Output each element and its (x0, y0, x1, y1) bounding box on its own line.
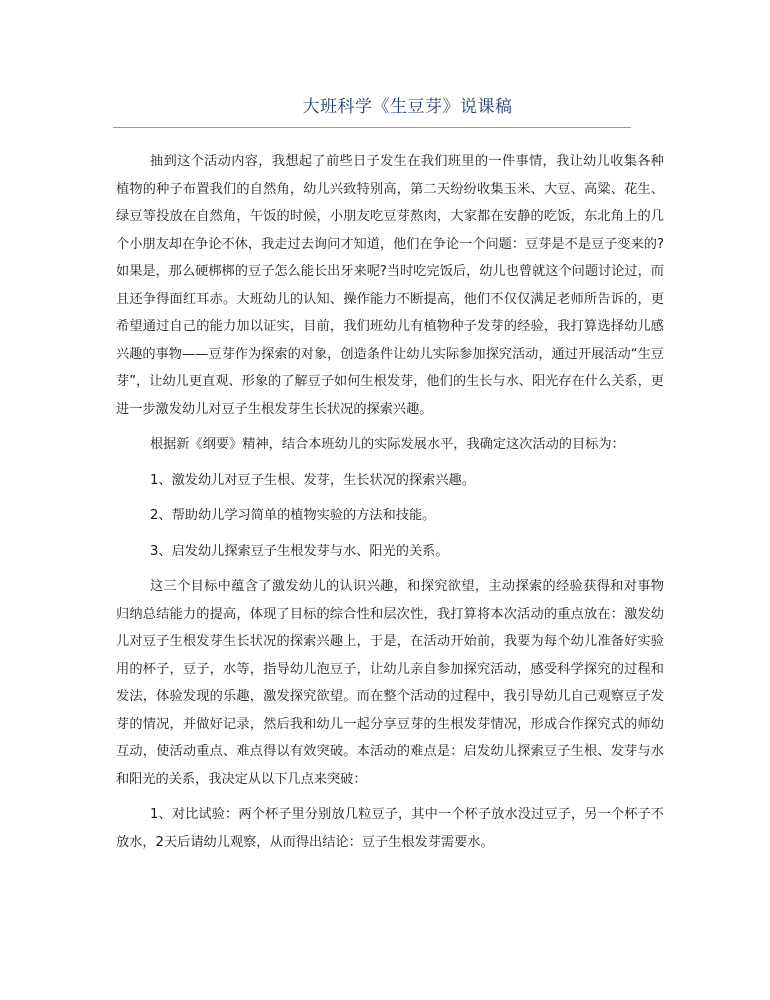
goal-item-3: 3、启发幼儿探索豆子生根发芽与水、阳光的关系。 (150, 543, 449, 559)
document-body (116, 148, 664, 856)
paragraph-focus: 这三个目标中蕴含了激发幼儿的认识兴趣，和探究欲望，主动探索的经验获得和对事物归纳总结能力的提高，体现了目标的综合性和层次性，我打算将本次活动的重点放在：激发幼儿对豆子生根发芽生长状况的探索兴趣上，于是，在活动开始前，我要为每个幼儿准备好实验用的杯子，豆子，水等，指导幼儿泡豆子，让幼儿亲自参加探究活动，感受科学探究的过程和发法，体验发现的乐趣，激发探究欲望。而在整个活动的过程中，我引导幼儿自己观察豆子发芽的情况，并做好记录，然后我和幼儿一起分享豆芽的生根发芽情况，形成合作探究式的师幼互动，使活动重点、难点得以有效突破。本活动的难点是：启发幼儿探索豆子生根、发芽与水和阳光的关系，我决定从以下几点来突破： (116, 579, 664, 787)
title-divider (113, 127, 631, 128)
method-item-1: 1、对比试验：两个杯子里分别放几粒豆子，其中一个杯子放水没过豆子，另一个杯子不放水，2天后请幼儿观察，从而得出结论：豆子生根发芽需要水。 (116, 807, 664, 850)
paragraph-goals-intro: 根据新《纲要》精神，结合本班幼儿的实际发展水平，我确定这次活动的目标为： (150, 437, 625, 452)
goal-item-1: 1、激发幼儿对豆子生根、发芽，生长状况的探索兴趣。 (150, 472, 475, 488)
document-title: 大班科学《生豆芽》说课稿 (302, 97, 513, 117)
paragraph-intro: 抽到这个活动内容，我想起了前些日子发生在我们班里的一件事情，我让幼儿收集各种植物的种子布置我们的自然角，幼儿兴致特别高，第二天纷纷收集玉米、大豆、高粱、花生、绿豆等投放在自然角，午饭的时候，小朋友吃豆芽熬肉，大家都在安静的吃饭，东北角上的几个小朋友却在争论不休，我走过去询问才知道，他们在争论一个问题：豆芽是不是豆子变来的?如果是，那么硬梆梆的豆子怎么能长出牙来呢?当时吃完饭后，幼儿也曾就这个问题讨论过，而且还争得面红耳赤。大班幼儿的认知、操作能力不断提高，他们不仅仅满足老师所告诉的，更希望通过自己的能力加以证实，目前，我们班幼儿有植物种子发芽的经验，我打算选择幼儿感兴趣的事物——豆芽作为探索的对象，创造条件让幼儿实际参加探究活动，通过开展活动“生豆芽”，让幼儿更直观、形象的了解豆子如何生根发芽，他们的生长与水、阳光存在什么关系，更进一步激发幼儿对豆子生根发芽生长状况的探索兴趣。 (116, 154, 664, 417)
goal-item-2: 2、帮助幼儿学习简单的植物实验的方法和技能。 (150, 508, 436, 523)
